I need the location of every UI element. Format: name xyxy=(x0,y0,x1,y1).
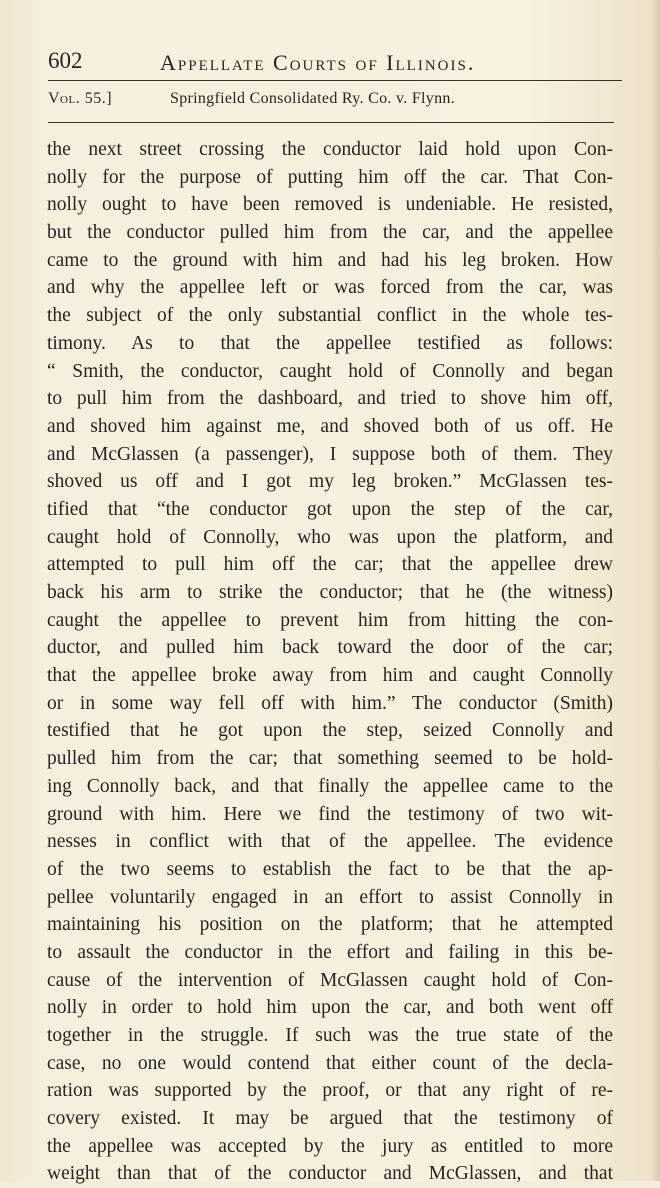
text-line: pellee voluntarily engaged in an effort to assist Connolly in xyxy=(47,886,613,908)
running-title: Appellate Courts of Illinois. xyxy=(160,50,476,75)
text-line: tified that “the conductor got upon the step of the car, xyxy=(47,498,613,520)
page-edge-shadow xyxy=(650,0,660,1181)
text-line: testified that he got upon the step, seized Connolly and xyxy=(47,720,613,742)
text-line: that the appellee broke away from him and caught Connolly xyxy=(47,665,613,687)
text-line: the subject of the only substantial conflict in the whole tes- xyxy=(47,305,613,327)
text-line: ration was supported by the proof, or that any right of re- xyxy=(47,1080,613,1102)
text-line: weight than that of the conductor and McGlassen, and that xyxy=(47,1163,613,1185)
volume-label: Vol. 55.] xyxy=(48,90,113,107)
text-line: to assault the conductor in the effort and failing in this be- xyxy=(47,941,613,963)
text-line: nesses in conflict with that of the appellee. The evidence xyxy=(47,831,613,853)
text-line: and why the appellee left or was forced from the car, was xyxy=(47,277,613,299)
text-line: maintaining his position on the platform; that he attempted xyxy=(47,914,613,936)
text-line: ductor, and pulled him back toward the door of the car; xyxy=(47,637,613,659)
text-line: nolly for the purpose of putting him off the car. That Con- xyxy=(47,166,613,188)
text-line: together in the struggle. If such was the true state of the xyxy=(47,1025,613,1046)
text-line: “ Smith, the conductor, caught hold of Connolly and began xyxy=(47,360,613,382)
case-subheading xyxy=(48,90,608,114)
body-text xyxy=(47,136,613,1188)
text-line: but the conductor pulled him from the car, and the appellee xyxy=(47,222,613,244)
text-line: and shoved him against me, and shoved both of us off. He xyxy=(47,415,613,437)
text-line: came to the ground with him and had his leg broken. How xyxy=(47,249,613,271)
text-line: shoved us off and I got my leg broken.” McGlassen tes- xyxy=(47,471,613,493)
text-line: caught the appellee to prevent him from hitting the con- xyxy=(47,609,613,631)
header-rule-top xyxy=(48,80,622,81)
text-line: ground with him. Here we find the testimony of two wit- xyxy=(47,803,613,825)
text-line: of the two seems to establish the fact to be that the ap- xyxy=(47,858,613,880)
text-line: nolly ought to have been removed is undeniable. He resisted, xyxy=(47,194,613,216)
text-line: caught hold of Connolly, who was upon the platform, and xyxy=(47,526,613,548)
text-line: case, no one would contend that either count of the decla- xyxy=(47,1052,613,1074)
text-line: the appellee was accepted by the jury as entitled to more xyxy=(47,1135,613,1157)
text-line: pulled him from the car; that something seemed to be hold- xyxy=(47,748,613,770)
text-line: to pull him from the dashboard, and tried to shove him off, xyxy=(47,388,613,410)
page-number: 602 xyxy=(48,48,83,73)
text-line: and McGlassen (a passenger), I suppose both of them. They xyxy=(47,443,613,465)
text-line: timony. As to that the appellee testified as follows: xyxy=(47,332,613,354)
text-line: back his arm to strike the conductor; that he (the witness) xyxy=(47,582,613,603)
text-line: nolly in order to hold him upon the car, and both went off xyxy=(47,997,613,1019)
header-rule-bottom xyxy=(48,122,614,123)
case-title: Springfield Consolidated Ry. Co. v. Flynn. xyxy=(170,90,455,107)
text-line: the next street crossing the conductor laid hold upon Con- xyxy=(47,139,613,160)
text-line: ing Connolly back, and that finally the appellee came to the xyxy=(47,775,613,797)
running-head xyxy=(48,48,608,78)
text-line: or in some way fell off with him.” The conductor (Smith) xyxy=(47,692,613,714)
text-line: covery existed. It may be argued that the testimony of xyxy=(47,1108,613,1130)
text-line: cause of the intervention of McGlassen caught hold of Con- xyxy=(47,969,613,991)
text-line: attempted to pull him off the car; that the appellee drew xyxy=(47,554,613,576)
